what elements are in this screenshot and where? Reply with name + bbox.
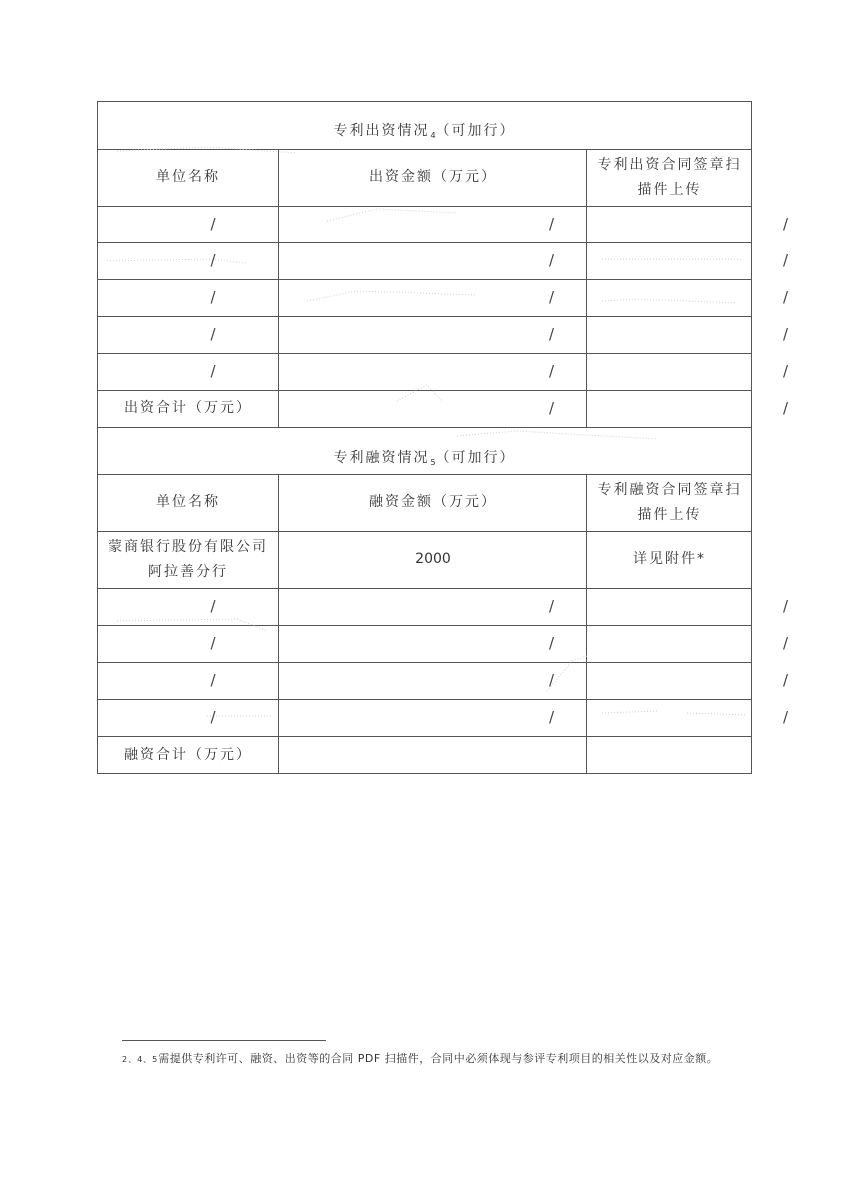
section2-row4-amount: / xyxy=(549,708,555,727)
section1-title-text: 专利出资情况 xyxy=(333,122,430,139)
section1-header-unit: 单位名称 xyxy=(156,169,220,186)
section2-bank-attachment: 详见附件* xyxy=(633,551,706,568)
section1-row5-amount: / xyxy=(549,362,555,381)
section2-total-amount xyxy=(279,736,587,774)
footnote-text: 需提供专利许可、融资、出资等的合同 PDF 扫描件，合同中必须体现与参评专利项目的相关性以及对应金额。 xyxy=(158,1052,719,1065)
section1-row1-amount: / xyxy=(549,214,555,233)
section1-row2-upload: / xyxy=(783,251,789,270)
section1-total-upload: / xyxy=(783,399,789,418)
section1-row3-unit: / xyxy=(210,288,216,307)
section2-title-text: 专利融资情况 xyxy=(333,449,430,466)
section1-total-label: 出资合计（万元） xyxy=(124,400,252,417)
section1-row5-upload: / xyxy=(783,362,789,381)
footnote-separator xyxy=(122,1040,326,1041)
section2-title xyxy=(97,427,752,474)
section1-row2-unit: / xyxy=(210,251,216,270)
section2-row1-amount: / xyxy=(549,597,555,616)
section1-title-suffix: （可加行） xyxy=(435,122,516,139)
section2-row4-upload: / xyxy=(783,708,789,727)
section2-row4-unit: / xyxy=(210,708,216,727)
section2-row2-upload: / xyxy=(783,634,789,653)
section2-title-suffix: （可加行） xyxy=(435,449,516,466)
section2-total-label: 融资合计（万元） xyxy=(124,746,252,763)
section1-row4-amount: / xyxy=(549,325,555,344)
section1-total-amount: / xyxy=(549,399,555,418)
section1-footnote-mark: 4 xyxy=(430,131,436,140)
section2-total-upload xyxy=(587,736,752,774)
section2-bank-amount: 2000 xyxy=(415,551,451,568)
section1-row3-amount: / xyxy=(549,288,555,307)
footnote xyxy=(122,1049,737,1070)
section1-title xyxy=(97,101,752,149)
section2-row1-upload: / xyxy=(783,597,789,616)
section1-row1-unit: / xyxy=(210,214,216,233)
section2-header-amount: 融资金额（万元） xyxy=(369,494,497,511)
footnote-marks: 2、4、5 xyxy=(122,1055,159,1064)
section1-row2-amount: / xyxy=(549,251,555,270)
section1-row3-upload: / xyxy=(783,288,789,307)
section2-row2-unit: / xyxy=(210,634,216,653)
patent-finance-table xyxy=(97,101,789,774)
section1-header-upload: 专利出资合同签章扫描件上传 xyxy=(597,157,742,198)
section1-row5-unit: / xyxy=(210,362,216,381)
section2-row3-upload: / xyxy=(783,671,789,690)
section2-header-unit: 单位名称 xyxy=(156,494,220,511)
section2-row2-amount: / xyxy=(549,634,555,653)
section2-header-upload: 专利融资合同签章扫描件上传 xyxy=(597,482,742,523)
section2-row3-amount: / xyxy=(549,671,555,690)
section2-row1-unit: / xyxy=(210,597,216,616)
section2-row3-unit: / xyxy=(210,671,216,690)
section1-row1-upload: / xyxy=(783,214,789,233)
section2-bank-name: 蒙商银行股份有限公司阿拉善分行 xyxy=(108,539,268,580)
section1-header-amount: 出资金额（万元） xyxy=(369,169,497,186)
section1-row4-upload: / xyxy=(783,325,789,344)
section1-row4-unit: / xyxy=(210,325,216,344)
section2-footnote-mark: 5 xyxy=(430,458,436,467)
